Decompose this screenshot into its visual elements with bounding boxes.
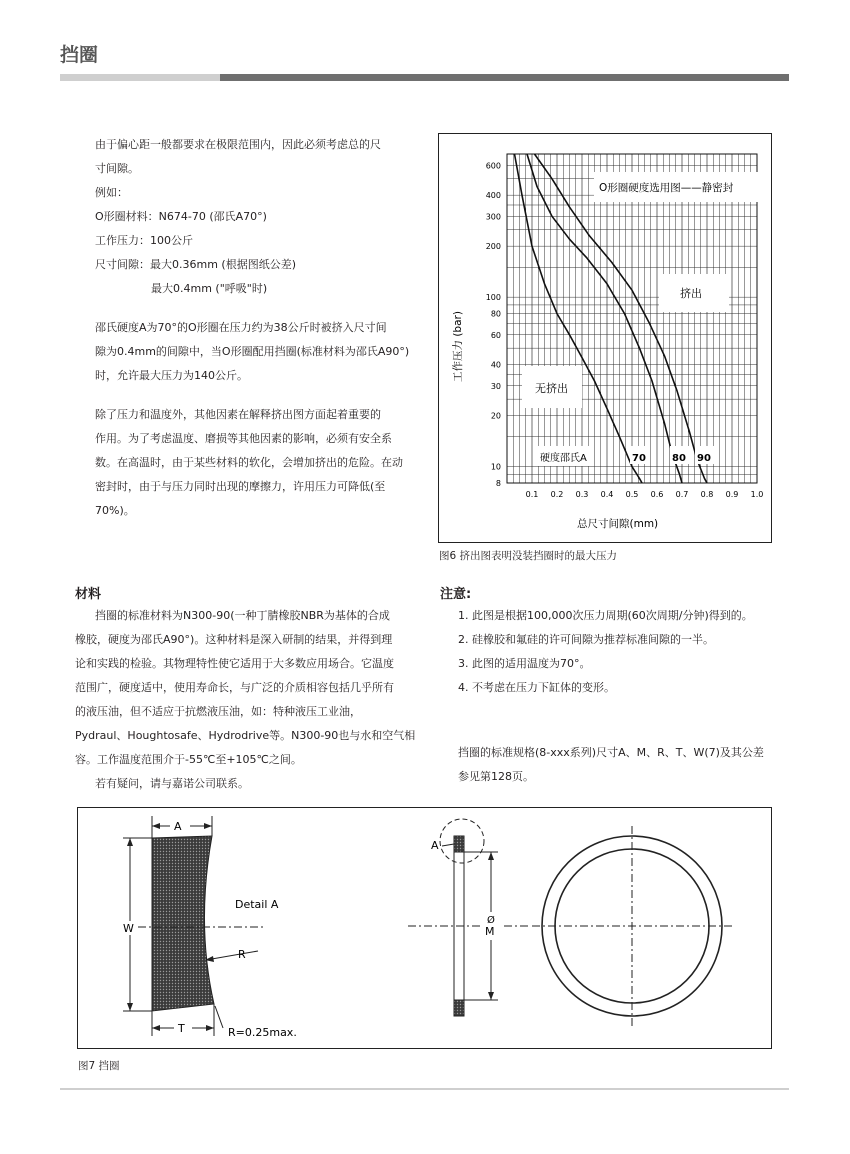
chart-y-tick-label: 300 (485, 212, 501, 222)
arrowhead (206, 1025, 214, 1031)
hardness-paragraph (95, 316, 415, 388)
chart-y-tick-label: 80 (490, 309, 501, 319)
chart-y-tick-label: 60 (490, 330, 501, 340)
detail-a-leader (442, 844, 454, 846)
example-gap-breathing: 最大0.4mm ("呼吸"时) (151, 282, 268, 295)
note-item: 4. 不考虑在压力下缸体的变形。 (458, 681, 615, 694)
extrusion-region-label: 挤出 (680, 287, 702, 300)
figure7-caption: 图7 挡圈 (78, 1060, 120, 1072)
paragraph-line: 邵氏硬度A为70°的O形圈在压力约为38公斤时被挤入尺寸间 (95, 321, 387, 334)
extrusion-chart (439, 134, 771, 542)
hardness-label: 硬度邵氏A (540, 453, 587, 464)
contact-note: 若有疑问，请与嘉诺公司联系。 (95, 777, 249, 790)
chart-series-label: 90 (697, 453, 711, 464)
radius-leader (206, 951, 258, 960)
detail-a-profile (152, 836, 214, 1011)
notes-list (458, 604, 778, 700)
paragraph-line: 的液压油，但不适应于抗燃液压油，如：特种液压工业油， (75, 705, 361, 718)
chart-x-tick-label: 1.0 (750, 490, 764, 499)
chart-y-tick-label: 40 (490, 360, 501, 370)
dim-a-label: A (174, 820, 182, 833)
arrowhead (488, 852, 494, 860)
chart-y-tick-label: 100 (485, 293, 501, 303)
arrowhead (127, 1003, 133, 1011)
materials-heading: 材料 (75, 587, 102, 602)
detail-a-label: Detail A (235, 898, 279, 911)
factors-paragraph (95, 403, 415, 523)
paragraph-line: 隙为0.4mm的间隙中，当O形圈配用挡圈(标准材料为邵氏A90°) (95, 345, 410, 358)
note-item: 2. 硅橡胶和氟硅的许可间隙为推荐标准间隙的一半。 (458, 633, 714, 646)
notes-heading: 注意: (440, 587, 472, 602)
dim-t-label: T (178, 1022, 185, 1035)
chart-y-tick-label: 8 (495, 479, 501, 488)
example-pressure: 工作压力：100公斤 (95, 234, 193, 247)
paragraph-line: 时，允许最大压力为140公斤。 (95, 369, 248, 382)
chart-series-label: 70 (632, 453, 646, 464)
paragraph-line: 数。在高温时，由于某些材料的软化，会增加挤出的危险。在动 (95, 456, 403, 469)
chart-x-tick-label: 0.7 (675, 490, 689, 499)
detail-a-reference: A (431, 839, 439, 852)
reference-line: 挡圈的标准规格(8-xxx系列)尺寸A、M、R、T、W(7)及其公差 (458, 746, 764, 759)
dim-m-label: M (485, 925, 495, 938)
reference-line: 参见第128页。 (458, 770, 534, 783)
example-material: O形圈材料：N674-70 (邵氏A70°) (95, 210, 267, 223)
footer-divider (60, 1088, 789, 1090)
standard-size-reference (458, 741, 778, 789)
page-title: 挡圈 (60, 44, 99, 66)
chart-grid (507, 154, 757, 483)
chart-y-tick-label: 30 (490, 381, 501, 391)
paragraph-line: 作用。为了考虑温度、磨损等其他因素的影响，必须有安全系 (95, 432, 392, 445)
chart-y-tick-label: 10 (490, 462, 501, 472)
paragraph-line: 容。工作温度范围介于-55℃至+105℃之间。 (75, 753, 302, 766)
chart-x-tick-label: 0.9 (725, 490, 739, 499)
note-item: 1. 此图是根据100,000次压力周期(60次周期/分钟)得到的。 (458, 609, 753, 622)
chart-y-tick-label: 400 (485, 191, 501, 201)
dim-w-label: W (123, 922, 134, 935)
chart-y-tick-label: 20 (490, 411, 501, 421)
chart-x-tick-label: 0.6 (650, 490, 664, 499)
chart-x-tick-label: 0.5 (625, 490, 639, 499)
intro-paragraph (95, 133, 415, 301)
section-top (454, 836, 464, 852)
arrowhead (152, 823, 160, 829)
chart-y-tick-label: 200 (485, 242, 501, 252)
chart-x-tick-label: 0.4 (600, 490, 614, 499)
backup-ring-figure (77, 807, 772, 1049)
chart-x-axis-label: 总尺寸间隙(mm) (577, 518, 659, 530)
radius-label: R (238, 948, 246, 961)
chart-x-ticks (526, 490, 764, 499)
dim-diameter-symbol: Ø (487, 915, 495, 926)
chart-title: O形圈硬度选用图——静密封 (599, 182, 734, 194)
paragraph-line: 70%)。 (95, 504, 135, 517)
chart-y-axis-label: 工作压力 (bar) (452, 311, 464, 382)
header-divider-accent (60, 74, 220, 81)
paragraph-line: 橡胶，硬度为邵氏A90°)。这种材料是深入研制的结果，并得到理 (75, 633, 393, 646)
backup-ring-drawing (78, 808, 771, 1048)
paragraph-line: 挡圈的标准材料为N300-90(一种丁腈橡胶NBR为基体的合成 (95, 609, 390, 622)
paragraph-line: Pydraul、Houghtosafe、Hydrodrive等。N300-90也与水和空气相 (75, 729, 416, 742)
paragraph-line: 论和实践的检验。其物理特性使它适用于大多数应用场合。它温度 (75, 657, 394, 670)
chart-x-tick-label: 0.1 (525, 490, 539, 499)
example-label: 例如： (95, 186, 128, 199)
radius-note-leader (215, 1006, 223, 1028)
intro-line: 由于偏心距一般都要求在极限范围内，因此必须考虑总的尺 (95, 138, 381, 151)
chart-caption: 图6 挤出图表明没装挡圈时的最大压力 (439, 550, 618, 562)
example-gap: 尺寸间隙：最大0.36mm (根据图纸公差) (95, 258, 297, 271)
intro-line: 寸间隙。 (95, 162, 139, 175)
arrowhead (127, 838, 133, 846)
chart-series (515, 154, 708, 483)
extrusion-chart-frame (438, 133, 772, 543)
chart-series-line-80 (527, 154, 682, 483)
chart-x-tick-label: 0.2 (550, 490, 564, 499)
arrowhead (152, 1025, 160, 1031)
radius-max-note: R=0.25max. (228, 1026, 297, 1039)
chart-series-line-70 (515, 154, 643, 483)
chart-series-label: 80 (672, 453, 686, 464)
paragraph-line: 密封时，由于与压力同时出现的摩擦力，许用压力可降低(至 (95, 480, 386, 493)
section-bottom (454, 1000, 464, 1016)
chart-y-ticks (486, 161, 501, 488)
arrowhead (204, 823, 212, 829)
paragraph-line: 范围广，硬度适中，使用寿命长，与广泛的介质相容包括几乎所有 (75, 681, 394, 694)
chart-y-tick-label: 600 (485, 161, 501, 171)
note-item: 3. 此图的适用温度为70°。 (458, 657, 591, 670)
materials-paragraph (75, 604, 420, 796)
no-extrusion-region-label: 无挤出 (535, 382, 568, 395)
paragraph-line: 除了压力和温度外，其他因素在解释挤出图方面起着重要的 (95, 408, 381, 421)
chart-x-tick-label: 0.8 (700, 490, 714, 499)
chart-series-labels (630, 446, 715, 464)
chart-x-tick-label: 0.3 (575, 490, 589, 499)
arrowhead (488, 992, 494, 1000)
